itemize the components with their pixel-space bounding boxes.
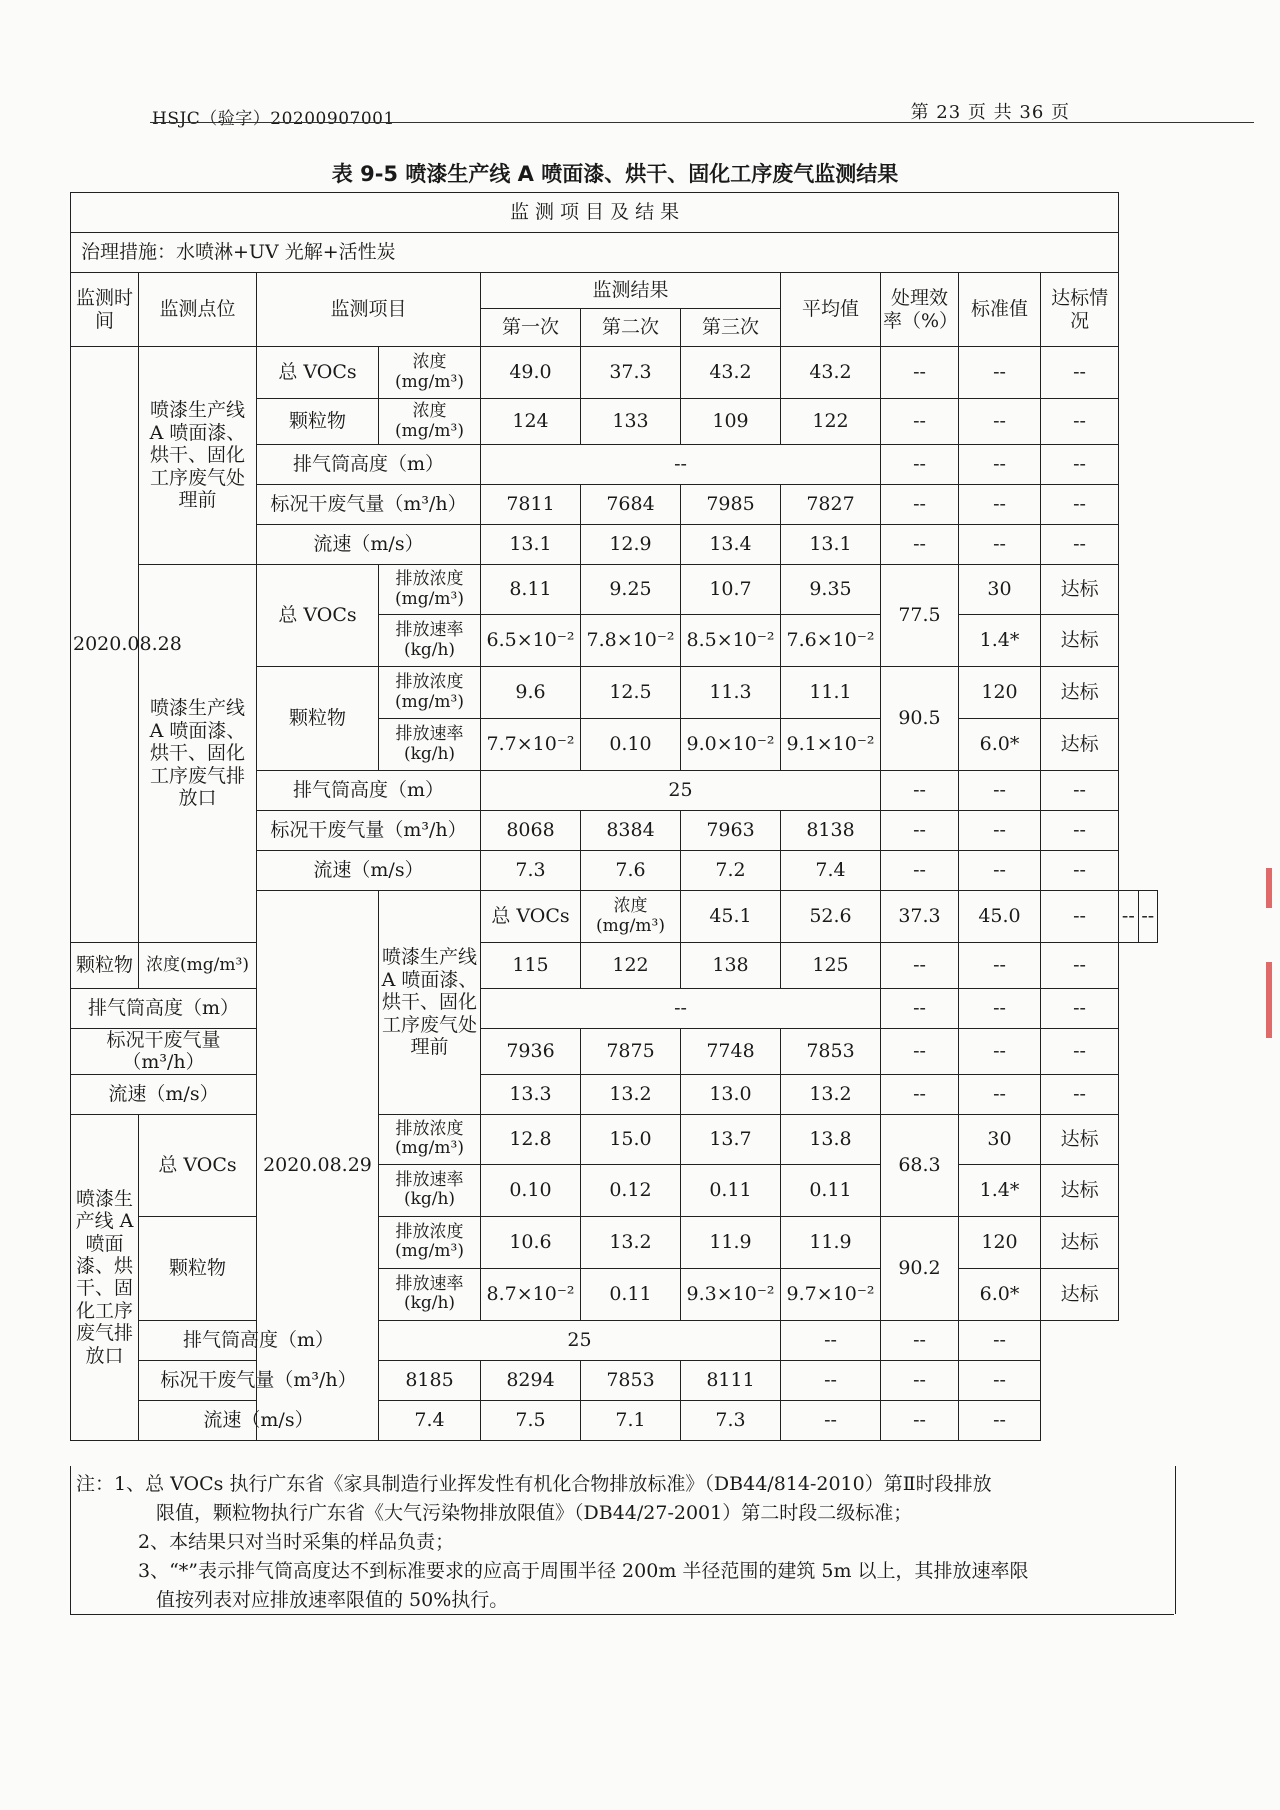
value-cell: 8384: [581, 811, 681, 851]
value-cell: 125: [781, 943, 881, 989]
value-cell: 7853: [581, 1360, 681, 1400]
header-first: 第一次: [481, 309, 581, 347]
efficiency-value: 68.3: [881, 1114, 959, 1216]
value-cell: 0.10: [581, 719, 681, 771]
efficiency-value: 90.5: [881, 667, 959, 771]
dash-cell: --: [959, 1360, 1041, 1400]
dash-cell: --: [1119, 891, 1138, 943]
item-emission-rate: 排放速率(kg/h): [379, 1268, 481, 1320]
header-third: 第三次: [681, 309, 781, 347]
value-cell: 12.5: [581, 667, 681, 719]
value-cell: 12.8: [481, 1114, 581, 1164]
value-cell: 8185: [379, 1360, 481, 1400]
standard-value: 120: [959, 1216, 1041, 1268]
item-speed: 流速（m/s）: [139, 1400, 379, 1440]
item-particulate: 颗粒物: [257, 667, 379, 771]
value-cell: 7985: [681, 485, 781, 525]
point-before-treatment: 喷漆生产线 A 喷面漆、烘干、固化工序废气处理前: [139, 347, 257, 565]
value-cell: 10.7: [681, 565, 781, 615]
dash-cell: --: [1041, 943, 1119, 989]
item-flow: 标况干废气量（m³/h）: [257, 811, 481, 851]
dash-cell: --: [959, 771, 1041, 811]
treatment-measures: 治理措施：水喷淋+UV 光解+活性炭: [71, 233, 1119, 273]
value-cell: 122: [581, 943, 681, 989]
value-cell: 7963: [681, 811, 781, 851]
value-cell: 8.7×10⁻²: [481, 1268, 581, 1320]
value-cell: 9.3×10⁻²: [681, 1268, 781, 1320]
value-cell: 7936: [481, 1029, 581, 1075]
value-cell: 13.0: [681, 1074, 781, 1114]
monitoring-date: 2020.08.28: [71, 347, 139, 943]
header-standard: 标准值: [959, 273, 1041, 347]
dash-cell: --: [781, 1400, 881, 1440]
value-cell: 11.9: [681, 1216, 781, 1268]
value-cell: 7.4: [781, 851, 881, 891]
value-cell: 7827: [781, 485, 881, 525]
value-cell: 0.12: [581, 1164, 681, 1216]
value-cell: 11.1: [781, 667, 881, 719]
item-concentration: 浓度(mg/m³): [379, 399, 481, 445]
table-bottom-rule: [70, 1614, 1174, 1615]
value-cell: 7.6×10⁻²: [781, 615, 881, 667]
dash-cell: --: [1041, 485, 1119, 525]
dash-cell: --: [1041, 399, 1119, 445]
value-cell: 0.11: [781, 1164, 881, 1216]
value-cell: 9.35: [781, 565, 881, 615]
item-speed: 流速（m/s）: [257, 851, 481, 891]
page-indicator: 第 23 页 共 36 页: [910, 102, 1070, 123]
value-cell: 13.7: [681, 1114, 781, 1164]
value-cell: 7.3: [681, 1400, 781, 1440]
dash-cell: --: [959, 445, 1041, 485]
dash-cell: --: [1041, 811, 1119, 851]
value-cell: 15.0: [581, 1114, 681, 1164]
value-cell: 49.0: [481, 347, 581, 399]
value-cell: 8.11: [481, 565, 581, 615]
note-1a: 注：1、总 VOCs 执行广东省《家具制造行业挥发性有机化合物排放标准》（DB44/814-2010）第Ⅱ时段排放: [76, 1473, 992, 1495]
value-cell: 37.3: [881, 891, 959, 943]
dash-cell: --: [881, 1360, 959, 1400]
item-emission-concentration: 排放浓度(mg/m³): [379, 667, 481, 719]
value-cell: 13.1: [781, 525, 881, 565]
monitoring-date: 2020.08.29: [257, 891, 379, 1441]
value-cell: --: [481, 989, 881, 1029]
item-stack-height: 排气筒高度（m）: [257, 445, 481, 485]
dash-cell: --: [959, 1320, 1041, 1360]
dash-cell: --: [881, 1074, 959, 1114]
header-time: 监测时间: [71, 273, 139, 347]
compliance-status: 达标: [1041, 1114, 1119, 1164]
dash-cell: --: [959, 1029, 1041, 1075]
value-cell: 109: [681, 399, 781, 445]
value-cell: 13.2: [581, 1216, 681, 1268]
standard-value: 6.0*: [959, 719, 1041, 771]
dash-cell: --: [881, 1400, 959, 1440]
item-speed: 流速（m/s）: [71, 1074, 257, 1114]
value-cell: 7.1: [581, 1400, 681, 1440]
dash-cell: --: [1041, 891, 1119, 943]
header-rule: [150, 122, 1254, 123]
value-cell: 7853: [781, 1029, 881, 1075]
dash-cell: --: [1041, 445, 1119, 485]
value-cell: 9.7×10⁻²: [781, 1268, 881, 1320]
value-cell: 7875: [581, 1029, 681, 1075]
dash-cell: --: [959, 851, 1041, 891]
value-cell: 13.2: [781, 1074, 881, 1114]
value-cell: 43.2: [781, 347, 881, 399]
value-cell: 13.3: [481, 1074, 581, 1114]
value-cell: 133: [581, 399, 681, 445]
margin-stamp-mark: [1266, 868, 1272, 908]
value-cell: 8068: [481, 811, 581, 851]
value-cell: 11.9: [781, 1216, 881, 1268]
item-particulate: 颗粒物: [257, 399, 379, 445]
dash-cell: --: [881, 347, 959, 399]
dash-cell: --: [881, 851, 959, 891]
dash-cell: --: [881, 811, 959, 851]
value-cell: 138: [681, 943, 781, 989]
value-cell: 0.11: [581, 1268, 681, 1320]
dash-cell: --: [1041, 347, 1119, 399]
value-cell: 115: [481, 943, 581, 989]
dash-cell: --: [959, 347, 1041, 399]
item-particulate: 颗粒物: [71, 943, 139, 989]
compliance-status: 达标: [1041, 615, 1119, 667]
value-cell: 11.3: [681, 667, 781, 719]
value-cell: 7811: [481, 485, 581, 525]
item-flow: 标况干废气量（m³/h）: [71, 1029, 257, 1075]
value-cell: 9.1×10⁻²: [781, 719, 881, 771]
item-emission-concentration: 排放浓度(mg/m³): [379, 565, 481, 615]
dash-cell: --: [1041, 525, 1119, 565]
monitoring-table: [70, 192, 1158, 1441]
dash-cell: --: [959, 485, 1041, 525]
standard-value: 120: [959, 667, 1041, 719]
item-vocs: 总 VOCs: [139, 1114, 257, 1216]
dash-cell: --: [881, 445, 959, 485]
value-cell: 9.6: [481, 667, 581, 719]
item-stack-height: 排气筒高度（m）: [139, 1320, 379, 1360]
margin-stamp-mark: [1266, 962, 1272, 1038]
value-cell: 8111: [681, 1360, 781, 1400]
value-cell: 7.5: [481, 1400, 581, 1440]
dash-cell: --: [1041, 771, 1119, 811]
value-cell: 37.3: [581, 347, 681, 399]
compliance-status: 达标: [1041, 1268, 1119, 1320]
value-cell: 9.25: [581, 565, 681, 615]
dash-cell: --: [781, 1320, 881, 1360]
item-concentration: 浓度(mg/m³): [379, 347, 481, 399]
value-cell: 13.8: [781, 1114, 881, 1164]
dash-cell: --: [881, 1029, 959, 1075]
value-cell: 43.2: [681, 347, 781, 399]
value-cell: 7.7×10⁻²: [481, 719, 581, 771]
item-emission-concentration: 排放浓度(mg/m³): [379, 1216, 481, 1268]
point-outlet: 喷漆生产线 A 喷面漆、烘干、固化工序废气排放口: [139, 565, 257, 943]
header-compliance: 达标情况: [1041, 273, 1119, 347]
value-cell: 12.9: [581, 525, 681, 565]
value-cell: 0.10: [481, 1164, 581, 1216]
item-particulate: 颗粒物: [139, 1216, 257, 1320]
value-cell: 7748: [681, 1029, 781, 1075]
item-concentration: 浓度(mg/m³): [139, 943, 257, 989]
table-title: 表 9-5 喷漆生产线 A 喷面漆、烘干、固化工序废气监测结果: [331, 162, 899, 186]
standard-value: 30: [959, 565, 1041, 615]
value-cell: 6.5×10⁻²: [481, 615, 581, 667]
compliance-status: 达标: [1041, 667, 1119, 719]
header-average: 平均值: [781, 273, 881, 347]
value-cell: 45.0: [959, 891, 1041, 943]
item-flow: 标况干废气量（m³/h）: [257, 485, 481, 525]
dash-cell: --: [959, 1074, 1041, 1114]
efficiency-value: 77.5: [881, 565, 959, 667]
dash-cell: --: [1041, 1074, 1119, 1114]
dash-cell: --: [881, 525, 959, 565]
dash-cell: --: [881, 943, 959, 989]
note-3b: 值按列表对应排放速率限值的 50%执行。: [156, 1589, 509, 1611]
value-cell: 7684: [581, 485, 681, 525]
report-number: HSJC（验字）20200907001: [152, 109, 395, 129]
dash-cell: --: [881, 989, 959, 1029]
table-caption: 监 测 项 目 及 结 果: [71, 193, 1119, 233]
value-cell: 124: [481, 399, 581, 445]
item-stack-height: 排气筒高度（m）: [71, 989, 257, 1029]
value-cell: 8.5×10⁻²: [681, 615, 781, 667]
standard-value: 6.0*: [959, 1268, 1041, 1320]
header-item: 监测项目: [257, 273, 481, 347]
value-cell: 7.2: [681, 851, 781, 891]
value-cell: 25: [481, 771, 881, 811]
dash-cell: --: [881, 485, 959, 525]
dash-cell: --: [1041, 989, 1119, 1029]
dash-cell: --: [781, 1360, 881, 1400]
item-speed: 流速（m/s）: [257, 525, 481, 565]
value-cell: 45.1: [681, 891, 781, 943]
point-outlet: 喷漆生产线 A 喷面漆、烘干、固化工序废气排放口: [71, 1114, 139, 1440]
item-vocs: 总 VOCs: [481, 891, 581, 943]
standard-value: 30: [959, 1114, 1041, 1164]
efficiency-value: 90.2: [881, 1216, 959, 1320]
header-efficiency: 处理效率（%）: [881, 273, 959, 347]
item-emission-concentration: 排放浓度(mg/m³): [379, 1114, 481, 1164]
value-cell: 8138: [781, 811, 881, 851]
value-cell: 13.1: [481, 525, 581, 565]
standard-value: 1.4*: [959, 615, 1041, 667]
value-cell: 0.11: [681, 1164, 781, 1216]
item-concentration: 浓度(mg/m³): [581, 891, 681, 943]
value-cell: 25: [379, 1320, 781, 1360]
item-emission-rate: 排放速率(kg/h): [379, 615, 481, 667]
dash-cell: --: [881, 1320, 959, 1360]
value-cell: 10.6: [481, 1216, 581, 1268]
note-3a: 3、“*”表示排气筒高度达不到标准要求的应高于周围半径 200m 半径范围的建筑 5m 以上，其排放速率限: [138, 1560, 1029, 1582]
value-cell: 122: [781, 399, 881, 445]
standard-value: 1.4*: [959, 1164, 1041, 1216]
item-flow: 标况干废气量（m³/h）: [139, 1360, 379, 1400]
compliance-status: 达标: [1041, 1164, 1119, 1216]
value-cell: 8294: [481, 1360, 581, 1400]
dash-cell: --: [1041, 1029, 1119, 1075]
notes: [76, 1470, 1166, 1615]
dash-cell: --: [1041, 851, 1119, 891]
header-second: 第二次: [581, 309, 681, 347]
value-cell: 7.8×10⁻²: [581, 615, 681, 667]
dash-cell: --: [959, 399, 1041, 445]
value-cell: 7.3: [481, 851, 581, 891]
value-cell: 7.6: [581, 851, 681, 891]
dash-cell: --: [881, 771, 959, 811]
item-vocs: 总 VOCs: [257, 347, 379, 399]
dash-cell: --: [959, 525, 1041, 565]
value-cell: 52.6: [781, 891, 881, 943]
item-stack-height: 排气筒高度（m）: [257, 771, 481, 811]
note-2: 2、本结果只对当时采集的样品负责；: [138, 1531, 455, 1553]
compliance-status: 达标: [1041, 565, 1119, 615]
header-results: 监测结果: [481, 273, 781, 309]
compliance-status: 达标: [1041, 719, 1119, 771]
value-cell: 13.4: [681, 525, 781, 565]
item-vocs: 总 VOCs: [257, 565, 379, 667]
dash-cell: --: [959, 811, 1041, 851]
value-cell: 9.0×10⁻²: [681, 719, 781, 771]
dash-cell: --: [881, 399, 959, 445]
dash-cell: --: [959, 1400, 1041, 1440]
item-emission-rate: 排放速率(kg/h): [379, 1164, 481, 1216]
value-cell: --: [481, 445, 881, 485]
value-cell: 13.2: [581, 1074, 681, 1114]
point-before-treatment: 喷漆生产线 A 喷面漆、烘干、固化工序废气处理前: [379, 891, 481, 1115]
compliance-status: 达标: [1041, 1216, 1119, 1268]
dash-cell: --: [1138, 891, 1157, 943]
dash-cell: --: [959, 989, 1041, 1029]
header-point: 监测点位: [139, 273, 257, 347]
note-1b: 限值，颗粒物执行广东省《大气污染物排放限值》（DB44/27-2001）第二时段二级标准；: [156, 1502, 913, 1524]
value-cell: 7.4: [379, 1400, 481, 1440]
dash-cell: --: [959, 943, 1041, 989]
item-emission-rate: 排放速率(kg/h): [379, 719, 481, 771]
